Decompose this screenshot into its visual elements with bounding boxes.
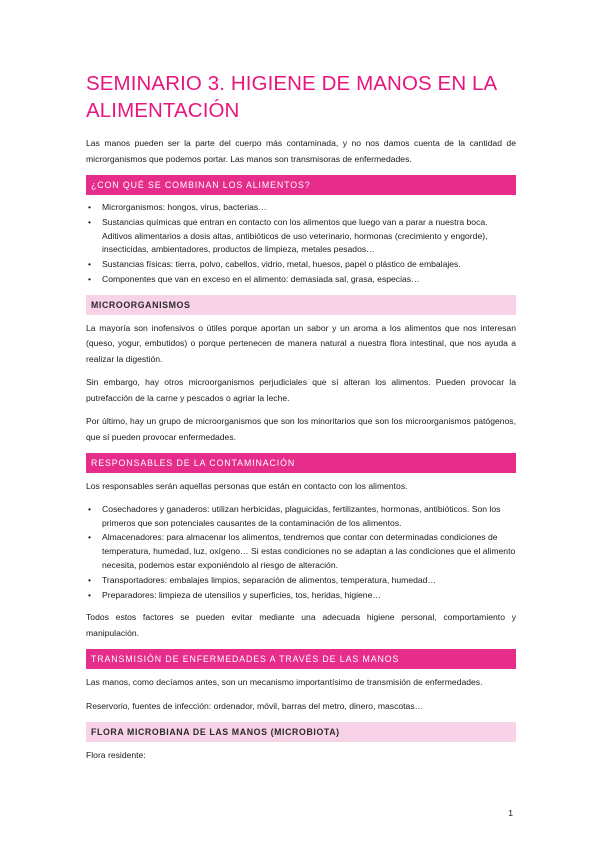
list-item: • Cosechadores y ganaderos: utilizan herbicidas, plaguicidas, fertilizantes, hormonas, antibióticos. Son los primeros que son potenciales causantes de la contaminación de los alimentos. bbox=[88, 503, 501, 528]
microorganismos-paragraph-1: La mayoría son inofensivos o útiles porque aportan un sabor y un aroma a los alimentos que nos interesan (queso, yogur, embutidos) o porque pertenecen de manera natural a nuestra flora intestinal, que nos ayuda a realizar la digestión. bbox=[86, 322, 516, 364]
document-title: SEMINARIO 3. HIGIENE DE MANOS EN LA ALIMENTACIÓN bbox=[86, 72, 497, 122]
microorganismos-paragraph-2: Sin embargo, hay otros microorganismos perjudiciales que sí alteran los alimentos. Pueden provocar la putrefacción de la carne y pescados o agriar la leche. bbox=[86, 377, 516, 403]
section-heading-responsables: RESPONSABLES DE LA CONTAMINACIÓN bbox=[86, 453, 516, 473]
bullet-icon: • bbox=[88, 532, 92, 543]
transmision-paragraph-2: Reservorio, fuentes de infección: ordenador, móvil, barras del metro, dinero, mascotas… bbox=[86, 700, 424, 711]
list-item: • Preparadores: limpieza de utensilios y superficies, tos, heridas, higiene… bbox=[86, 589, 516, 603]
bullet-icon: • bbox=[88, 589, 92, 600]
list-item: • Almacenadores: para almacenar los alimentos, tendremos que contar con determinadas condiciones de temperatura, humedad, luz, oxígeno… Si estas condiciones no se adaptan a las condiciones que el alimento necesita, podemos estar exponiéndolo al riesgo de alteración. bbox=[88, 532, 516, 570]
bullet-icon: • bbox=[88, 574, 92, 585]
list-item: • Sustancias físicas: tierra, polvo, cabellos, vidrio, metal, huesos, papel o plástico de embalajes. bbox=[86, 258, 516, 272]
transmision-paragraph-1: Las manos, como decíamos antes, son un mecanismo importantísimo de transmisión de enfermedades. bbox=[86, 677, 483, 688]
microorganismos-paragraph-3: Por último, hay un grupo de microorganismos que son los minoritarios que son los microorganismos patógenos, que sí pueden provocar enfermedades. bbox=[86, 416, 516, 442]
bullet-icon: • bbox=[88, 216, 92, 227]
section-heading-combinan: ¿CON QUÉ SE COMBINAN LOS ALIMENTOS? bbox=[86, 175, 516, 195]
list-item: • Componentes que van en exceso en el alimento: demasiada sal, grasa, especias… bbox=[86, 273, 516, 287]
responsables-intro: Los responsables serán aquellas personas que están en contacto con los alimentos. bbox=[86, 481, 408, 492]
flora-residente-label: Flora residente: bbox=[86, 750, 146, 761]
page-number: 1 bbox=[508, 808, 513, 818]
section-heading-flora: FLORA MICROBIANA DE LAS MANOS (MICROBIOTA) bbox=[86, 722, 516, 742]
intro-paragraph: Las manos pueden ser la parte del cuerpo más contaminada, y no nos damos cuenta de la cantidad de microrganismos que podemos portar. Las manos son transmisoras de enfermedades. bbox=[86, 138, 516, 164]
bullet-icon: • bbox=[88, 202, 92, 212]
bullet-icon: • bbox=[88, 503, 92, 514]
bullet-icon: • bbox=[88, 259, 92, 270]
responsables-list bbox=[86, 503, 516, 603]
combinan-list bbox=[86, 201, 516, 287]
bullet-icon: • bbox=[88, 273, 92, 284]
responsables-outro: Todos estos factores se pueden evitar mediante una adecuada higiene personal, comportamiento y manipulación. bbox=[86, 612, 516, 638]
list-item: • Microrganismos: hongos, virus, bacterias… bbox=[86, 201, 516, 215]
section-heading-microorganismos: MICROORGANISMOS bbox=[86, 295, 516, 315]
list-item: • Sustancias químicas que entran en contacto con los alimentos que luego van a parar a nuestra boca. Aditivos alimentarios a dosis altas, antibióticos de uso veterinario, hormonas (crecimiento y engorde), insecticidas, ambientadores, productos de limpieza, metales pesados… bbox=[88, 216, 488, 255]
list-item: • Transportadores: embalajes limpios, separación de alimentos, temperatura, humedad… bbox=[86, 574, 516, 588]
section-heading-transmision: TRANSMISIÓN DE ENFERMEDADES A TRAVÉS DE LAS MANOS bbox=[86, 649, 516, 669]
